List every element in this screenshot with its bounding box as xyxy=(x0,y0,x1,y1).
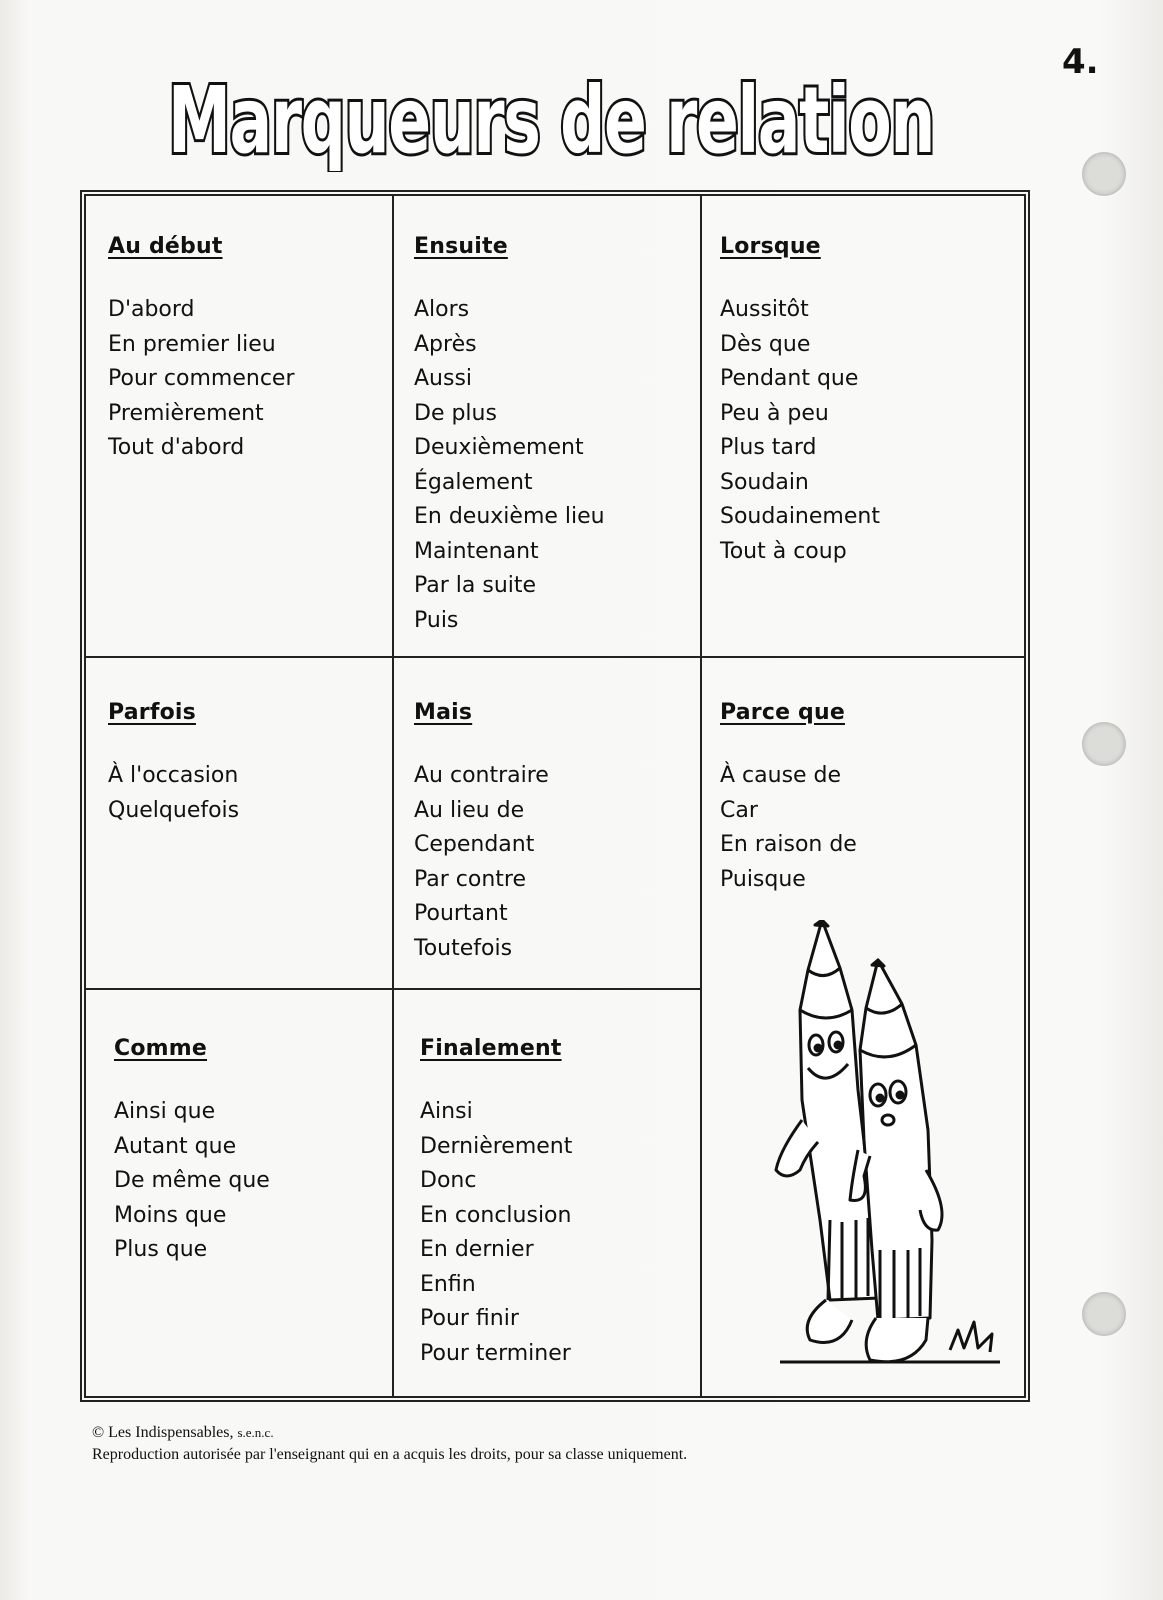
cell-item-list xyxy=(720,759,857,897)
list-item: De plus xyxy=(414,400,497,426)
list-item: Au contraire xyxy=(414,763,549,788)
reproduction-notice: Reproduction autorisée par l'enseignant qui en a acquis les droits, pour sa classe uniquement. xyxy=(92,1446,688,1463)
list-item: Tout d'abord xyxy=(108,435,245,460)
copyright-suffix: s.e.n.c. xyxy=(237,1425,274,1440)
list-item: En deuxième lieu xyxy=(414,504,605,529)
table-divider-horizontal-2 xyxy=(700,656,1026,658)
pencil-mascots-illustration xyxy=(760,920,1010,1380)
list-item: De même que xyxy=(114,1168,270,1193)
cell-heading: Parfois xyxy=(108,700,196,725)
list-item: Soudain xyxy=(720,469,809,495)
cell-heading: Parce que xyxy=(720,700,845,725)
binder-hole-bottom xyxy=(1082,1292,1126,1336)
list-item: Donc xyxy=(420,1168,477,1193)
title-text: Marqueurs de relation xyxy=(168,67,934,172)
list-item: Dès que xyxy=(720,331,811,357)
list-item: En raison de xyxy=(720,832,857,857)
list-item: Puisque xyxy=(720,866,806,892)
list-item: Également xyxy=(414,469,533,495)
list-item: Deuxièmement xyxy=(414,435,584,460)
cell-item-list xyxy=(114,1095,270,1268)
list-item: Dernièrement xyxy=(420,1133,573,1159)
list-item: Aussitôt xyxy=(720,297,809,322)
list-item: Pendant que xyxy=(720,366,859,391)
list-item: Soudainement xyxy=(720,504,880,529)
list-item: Pour terminer xyxy=(420,1340,571,1366)
list-item: Tout à coup xyxy=(720,538,847,564)
cell-parfois xyxy=(108,700,239,828)
table-divider-horizontal-3 xyxy=(86,988,700,990)
list-item: Au lieu de xyxy=(414,797,525,823)
cell-item-list xyxy=(414,293,605,638)
list-item: Moins que xyxy=(114,1202,227,1228)
list-item: En conclusion xyxy=(420,1202,572,1228)
list-item: Enfin xyxy=(420,1271,476,1297)
title-graphic xyxy=(162,62,942,172)
cell-heading: Ensuite xyxy=(414,234,508,259)
list-item: Après xyxy=(414,331,477,357)
cell-finalement xyxy=(420,1036,572,1371)
list-item: Ainsi que xyxy=(114,1099,216,1124)
list-item: Cependant xyxy=(414,832,535,857)
cell-mais xyxy=(414,700,549,966)
list-item: Car xyxy=(720,797,758,823)
table-divider-horizontal-1 xyxy=(86,656,700,658)
cell-heading: Finalement xyxy=(420,1036,562,1061)
list-item: Pourtant xyxy=(414,901,508,926)
list-item: D'abord xyxy=(108,297,195,322)
list-item: Toutefois xyxy=(414,935,513,961)
list-item: Plus que xyxy=(114,1237,208,1262)
list-item: Alors xyxy=(414,297,470,322)
cell-ensuite xyxy=(414,234,605,638)
cell-item-list xyxy=(108,293,295,466)
cell-item-list xyxy=(108,759,239,828)
list-item: Quelquefois xyxy=(108,797,240,823)
cell-item-list xyxy=(414,759,549,966)
list-item: Premièrement xyxy=(108,400,264,426)
list-item: Pour commencer xyxy=(108,366,295,391)
binder-hole-middle xyxy=(1082,722,1126,766)
list-item: Maintenant xyxy=(414,538,539,564)
copyright-footer xyxy=(92,1422,687,1466)
cell-comme xyxy=(114,1036,270,1268)
binder-hole-top xyxy=(1082,152,1126,196)
list-item: À l'occasion xyxy=(108,763,239,788)
copyright-line xyxy=(92,1422,687,1444)
cell-heading: Lorsque xyxy=(720,234,821,259)
page-number: 4. xyxy=(1062,42,1099,82)
list-item: Pour finir xyxy=(420,1306,519,1331)
list-item: En premier lieu xyxy=(108,331,276,357)
list-item: Par la suite xyxy=(414,573,537,598)
list-item: En dernier xyxy=(420,1237,534,1262)
list-item: Puis xyxy=(414,607,459,633)
copyright-text: © Les Indispensables, xyxy=(92,1424,234,1441)
cell-au-debut xyxy=(108,234,295,466)
cell-lorsque xyxy=(720,234,880,569)
list-item: Plus tard xyxy=(720,435,817,460)
list-item: Autant que xyxy=(114,1133,237,1159)
list-item: Ainsi xyxy=(420,1099,473,1124)
list-item: Par contre xyxy=(414,866,527,892)
page-title xyxy=(162,62,942,172)
cell-heading: Au début xyxy=(108,234,223,259)
list-item: À cause de xyxy=(720,763,842,788)
cell-item-list xyxy=(420,1095,572,1371)
cell-parce-que xyxy=(720,700,857,897)
cell-heading: Comme xyxy=(114,1036,208,1061)
list-item: Peu à peu xyxy=(720,400,829,426)
cell-item-list xyxy=(720,293,880,569)
cell-heading: Mais xyxy=(414,700,473,725)
table-divider-vertical-2 xyxy=(700,196,702,1396)
list-item: Aussi xyxy=(414,366,473,391)
table-divider-vertical-1 xyxy=(392,196,394,1396)
